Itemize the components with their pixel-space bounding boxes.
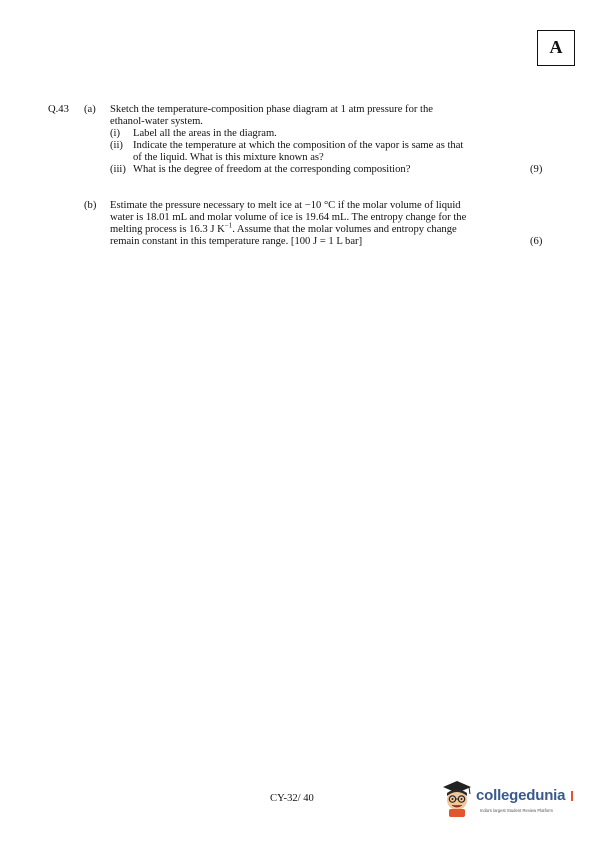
part-b-line-3-pre: melting process is 16.3 J K [110, 224, 225, 235]
subpart-ii-line-2: of the liquid. What is this mixture known as? [133, 152, 324, 163]
subpart-ii-label: (ii) [110, 140, 123, 151]
question-number: Q.43 [48, 104, 69, 115]
paper-set-box [537, 30, 575, 66]
subpart-iii-text: What is the degree of freedom at the corresponding composition? [133, 164, 411, 175]
logo-wordmark: collegedunia [476, 787, 566, 804]
part-b-line-2: water is 18.01 mL and molar volume of ice is 19.64 mL. The entropy change for the [110, 212, 467, 223]
unit-exponent: −1 [224, 221, 233, 230]
part-a-line-2: ethanol-water system. [110, 116, 203, 127]
part-b-line-4: remain constant in this temperature range. [100 J = 1 L bar] [110, 236, 363, 247]
part-a-label: (a) [84, 104, 96, 115]
subpart-iii-label: (iii) [110, 164, 126, 175]
part-b-marks: (6) [530, 236, 543, 247]
mascot-graduate-icon [440, 778, 474, 818]
subpart-i-text: Label all the areas in the diagram. [133, 128, 277, 139]
part-b-line-3-post: . Assume that the molar volumes and entropy change [232, 224, 457, 235]
part-b-label: (b) [84, 200, 97, 211]
logo-tagline: India's largest Student Review Platform [480, 808, 553, 813]
page-code: CY-32/ 40 [270, 793, 314, 804]
part-a-marks: (9) [530, 164, 543, 175]
paper-set-label: A [549, 37, 563, 57]
part-b-line-3 [110, 221, 457, 236]
part-b-line-1: Estimate the pressure necessary to melt ice at −10 °C if the molar volume of liquid [110, 200, 461, 211]
logo-accent-mark [571, 791, 573, 801]
subpart-i-label: (i) [110, 128, 120, 139]
part-a-line-1: Sketch the temperature-composition phase diagram at 1 atm pressure for the [110, 104, 434, 115]
subpart-ii-line-1: Indicate the temperature at which the composition of the vapor is same as that [133, 140, 464, 151]
